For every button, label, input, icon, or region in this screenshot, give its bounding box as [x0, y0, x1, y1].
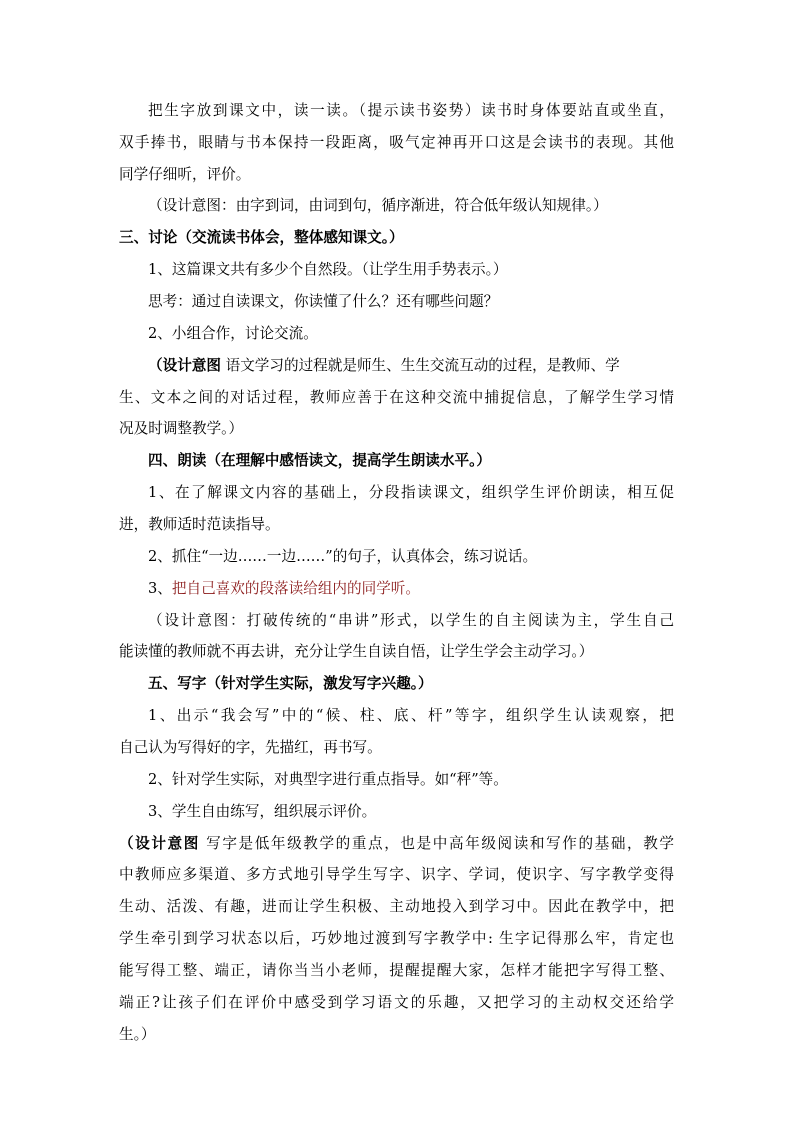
discuss-item-2: 2、小组合作，讨论交流。: [148, 325, 318, 342]
read-aloud-item-3: [148, 579, 420, 599]
write-design-intent-label: （设计意图: [119, 835, 200, 852]
design-intent-label: （设计意图: [148, 357, 221, 374]
write-design-intent-line-3: 生动、活泼、有趣，进而让学生积极、主动地投入到学习中。因此在教学中，把: [119, 898, 674, 915]
discuss-design-intent-line-2: 生、文本之间的对话过程，教师应善于在这种交流中捕捉信息，了解学生学习情: [119, 389, 674, 406]
write-design-intent-line-5: 能写得工整、端正，请你当当小老师，提醒提醒大家，怎样才能把字写得工整、: [119, 962, 674, 979]
read-aloud-heading: 四、朗读（在理解中感悟读文，提高学生朗读水平。）: [148, 452, 491, 469]
read-aloud-item-1-line-2: 进，教师适时范读指导。: [119, 516, 280, 533]
reading-para-line-1: 把生字放到课文中，读一读。（提示读书姿势）读书时身体要站直或坐直，: [148, 102, 674, 119]
write-design-intent-line-1: [119, 834, 674, 854]
write-design-intent-line-4: 学生牵引到学习状态以后，巧妙地过渡到写字教学中: 生字记得那么牢，肯定也: [119, 930, 674, 947]
write-item-1-line-1: 1、出示“我会写”中的“候、柱、底、杆”等字，组织学生认读观察，把: [148, 707, 674, 724]
read-aloud-item-3-text: 把自己喜欢的段落读给组内的同学听。: [171, 580, 420, 597]
write-design-intent-text: 写字是低年级教学的重点，也是中高年级阅读和写作的基础，教学: [199, 835, 674, 852]
write-design-intent-line-6: 端正?让孩子们在评价中感受到学习语文的乐趣，又把学习的主动权交还给学: [119, 994, 674, 1011]
write-design-intent-line-2: 中教师应多渠道、多方式地引导学生写字、识字、学词，使识字、写字教学变得: [119, 866, 674, 883]
discuss-item-1: 1、这篇课文共有多少个自然段。（让学生用手势表示。）: [148, 261, 508, 278]
reading-para-line-3: 同学仔细听，评价。: [119, 166, 251, 183]
write-item-3: 3、学生自由练写，组织展示评价。: [148, 803, 377, 820]
read-aloud-item-3-number: 3、: [148, 580, 172, 597]
reading-design-intent: （设计意图：由字到词，由词到句，循序渐进，符合低年级认知规律。）: [148, 197, 608, 214]
read-aloud-item-1-line-1: 1、在了解课文内容的基础上，分段指读课文，组织学生评价朗读，相互促: [148, 484, 674, 501]
read-aloud-design-intent-line-1: （设计意图：打破传统的“串讲”形式，以学生的自主阅读为主，学生自己: [148, 612, 674, 629]
write-item-2: 2、针对学生实际，对典型字进行重点指导。如“秤”等。: [148, 771, 508, 788]
discuss-design-intent-line-1: [148, 356, 620, 376]
write-design-intent-line-7: 生。）: [119, 1026, 156, 1043]
read-aloud-design-intent-line-2: 能读懂的教师就不再去讲，充分让学生自读自悟，让学生学会主动学习。）: [119, 643, 594, 660]
discuss-heading: 三、讨论（交流读书体会，整体感知课文。）: [119, 229, 404, 246]
reading-para-line-2: 双手捧书，眼睛与书本保持一段距离，吸气定神再开口这是会读书的表现。其他: [119, 134, 674, 151]
discuss-think: 思考：通过自读课文，你读懂了什么？还有哪些问题？: [148, 293, 499, 310]
write-item-1-line-2: 自己认为写得好的字，先描红，再书写。: [119, 739, 382, 756]
design-intent-text: 语文学习的过程就是师生、生生交流互动的过程，是教师、学: [220, 357, 620, 374]
write-heading: 五、写字（针对学生实际，激发写字兴趣。）: [148, 675, 433, 692]
read-aloud-item-2: 2、抓住“一边……一边……”的句子，认真体会，练习说话。: [148, 548, 538, 565]
discuss-design-intent-line-3: 况及时调整教学。）: [119, 420, 244, 437]
